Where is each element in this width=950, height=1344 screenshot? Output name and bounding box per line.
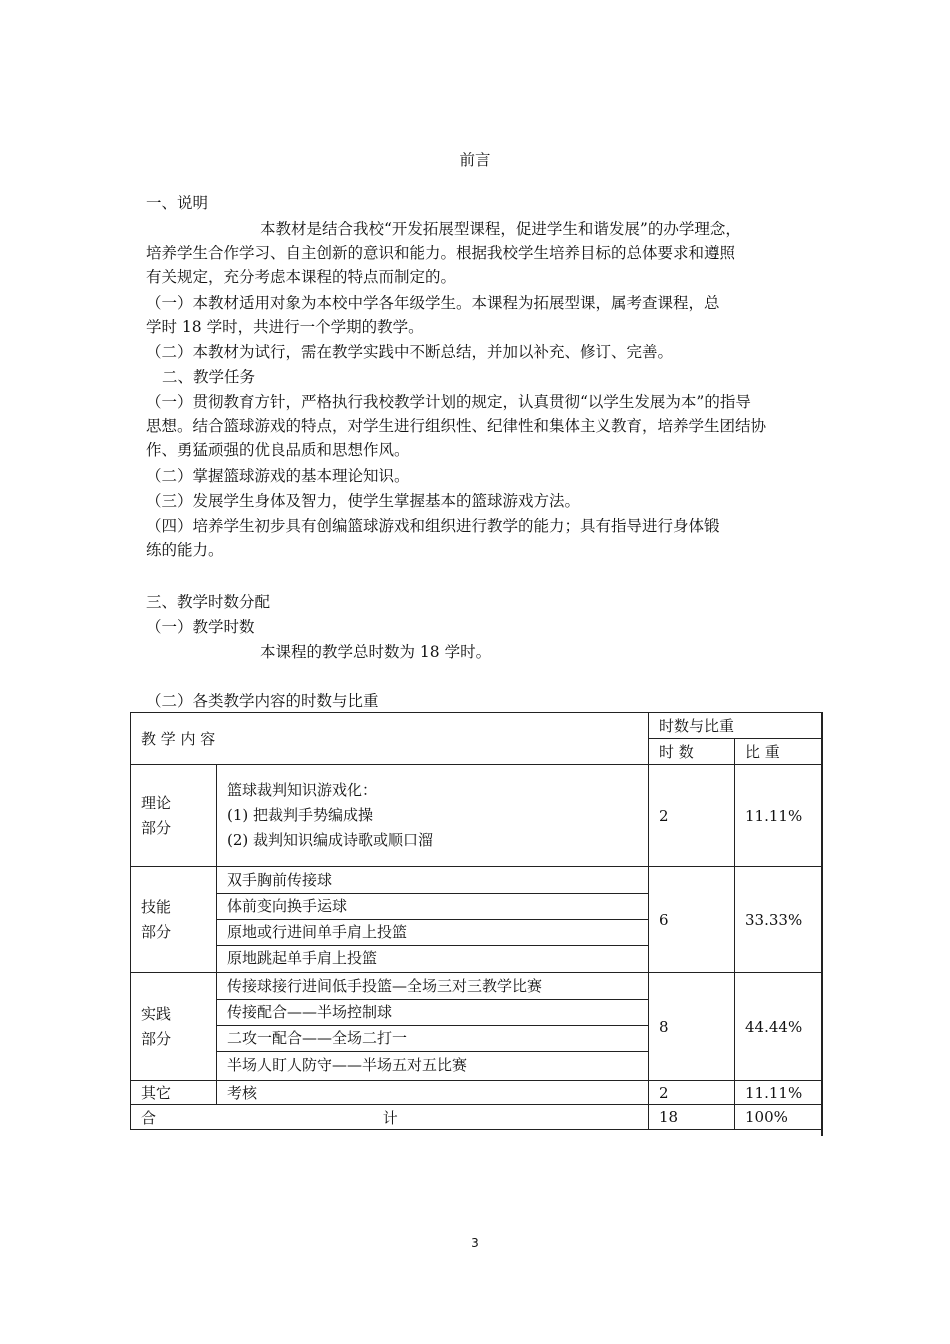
content-item: 传接球接行进间低手投篮—全场三对三教学比赛 [217, 974, 648, 1000]
section2-item4-line-1: （四）培养学生初步具有创编篮球游戏和组织进行教学的能力；具有指导进行身体锻 [146, 517, 720, 535]
hours-cell: 6 [649, 867, 735, 973]
category-line: 实践 [141, 1004, 172, 1023]
section1-item1-line-2: 学时 18 学时，共进行一个学期的教学。 [146, 318, 424, 336]
section2-item1-line-2: 思想。结合篮球游戏的特点，对学生进行组织性、纪律性和集体主义教育，培养学生团结协 [146, 417, 767, 435]
content-item: 传接配合——半场控制球 [217, 1000, 648, 1026]
section2-item1-line-1: （一）贯彻教育方针，严格执行我校教学计划的规定，认真贯彻“以学生发展为本”的指导 [146, 393, 751, 411]
header-content-cell [131, 713, 649, 765]
content-item: 篮球裁判知识游戏化： [227, 781, 378, 799]
content-item: 体前变向换手运球 [217, 894, 648, 920]
category-line: 部分 [141, 922, 172, 941]
category-line: 理论 [141, 793, 172, 812]
content-item: 半场人盯人防守——半场五对五比赛 [227, 1056, 468, 1074]
section1-para-line-2: 培养学生合作学习、自主创新的意识和能力。根据我校学生培养目标的总体要求和遵照 [146, 244, 736, 262]
content-cell [217, 867, 649, 973]
content-cell [217, 973, 649, 1081]
content-cell [217, 765, 649, 867]
content-item: 原地跳起单手肩上投篮 [227, 949, 378, 967]
total-label-cell [131, 1105, 649, 1130]
total-ratio-cell: 100% [735, 1105, 822, 1130]
category-line: 技能 [141, 897, 172, 916]
section2-item3: （三）发展学生身体及智力，使学生掌握基本的篮球游戏方法。 [146, 492, 581, 510]
ratio-cell: 11.11% [735, 1081, 822, 1105]
category-line: 部分 [141, 1029, 172, 1048]
table-row [131, 867, 822, 973]
table-row [131, 765, 822, 867]
category-line: 部分 [141, 818, 172, 837]
category-cell [131, 973, 217, 1081]
category-cell [131, 867, 217, 973]
section2-item1-line-3: 作、勇猛顽强的优良品质和思想作风。 [146, 441, 410, 459]
section2-heading: 二、教学任务 [162, 368, 256, 386]
section1-para-line-1: 本教材是结合我校“开发拓展型课程，促进学生和谐发展”的办学理念， [260, 220, 741, 238]
hours-cell: 2 [649, 765, 735, 867]
total-hours-cell: 18 [649, 1105, 735, 1130]
table-row [131, 973, 822, 1081]
section3-sub1-text: 本课程的教学总时数为 18 学时。 [260, 643, 492, 661]
ratio-cell: 33.33% [735, 867, 822, 973]
ratio-cell: 44.44% [735, 973, 822, 1081]
category-cell: 其它 [131, 1081, 217, 1105]
total-label-right: 计 [382, 1108, 398, 1127]
section2-item2: （二）掌握篮球游戏的基本理论知识。 [146, 467, 410, 485]
header-content-label: 教 学 内 容 [141, 730, 216, 748]
header-group-label: 时数与比重 [659, 717, 735, 735]
section1-para-line-3: 有关规定，充分考虑本课程的特点而制定的。 [146, 268, 457, 286]
section1-item1-line-1: （一）本教材适用对象为本校中学各年级学生。本课程为拓展型课，属考查课程，总 [146, 294, 720, 312]
hours-allocation-table [130, 712, 822, 1130]
header-group-cell [649, 713, 822, 739]
section2-item4-line-2: 练的能力。 [146, 541, 224, 559]
header-ratio-cell [735, 739, 822, 765]
section1-heading: 一、说明 [146, 194, 209, 212]
total-label-left: 合 [141, 1108, 157, 1127]
section3-sub2: （二）各类教学内容的时数与比重 [146, 692, 379, 710]
content-item: 原地或行进间单手肩上投篮 [217, 920, 648, 946]
page-title: 前言 [459, 151, 491, 169]
ratio-cell: 11.11% [735, 765, 822, 867]
content-item: 双手胸前传接球 [217, 868, 648, 894]
header-ratio-label: 比 重 [745, 743, 780, 761]
category-cell [131, 765, 217, 867]
section3-heading: 三、教学时数分配 [146, 593, 271, 611]
page-number: 3 [471, 1236, 479, 1250]
section1-item2: （二）本教材为试行，需在教学实践中不断总结，并加以补充、修订、完善。 [146, 343, 674, 361]
table-total-row [131, 1105, 822, 1130]
table-right-border [821, 712, 823, 1136]
content-item: 二攻一配合——全场二打一 [217, 1026, 648, 1052]
hours-cell: 2 [649, 1081, 735, 1105]
hours-cell: 8 [649, 973, 735, 1081]
table-row [131, 1081, 822, 1105]
header-hours-cell [649, 739, 735, 765]
content-cell: 考核 [217, 1081, 649, 1105]
section3-sub1: （一）教学时数 [146, 618, 255, 636]
content-item: (1) 把裁判手势编成操 [227, 806, 374, 824]
header-hours-label: 时 数 [659, 743, 694, 761]
content-item: (2) 裁判知识编成诗歌或顺口溜 [227, 831, 434, 849]
